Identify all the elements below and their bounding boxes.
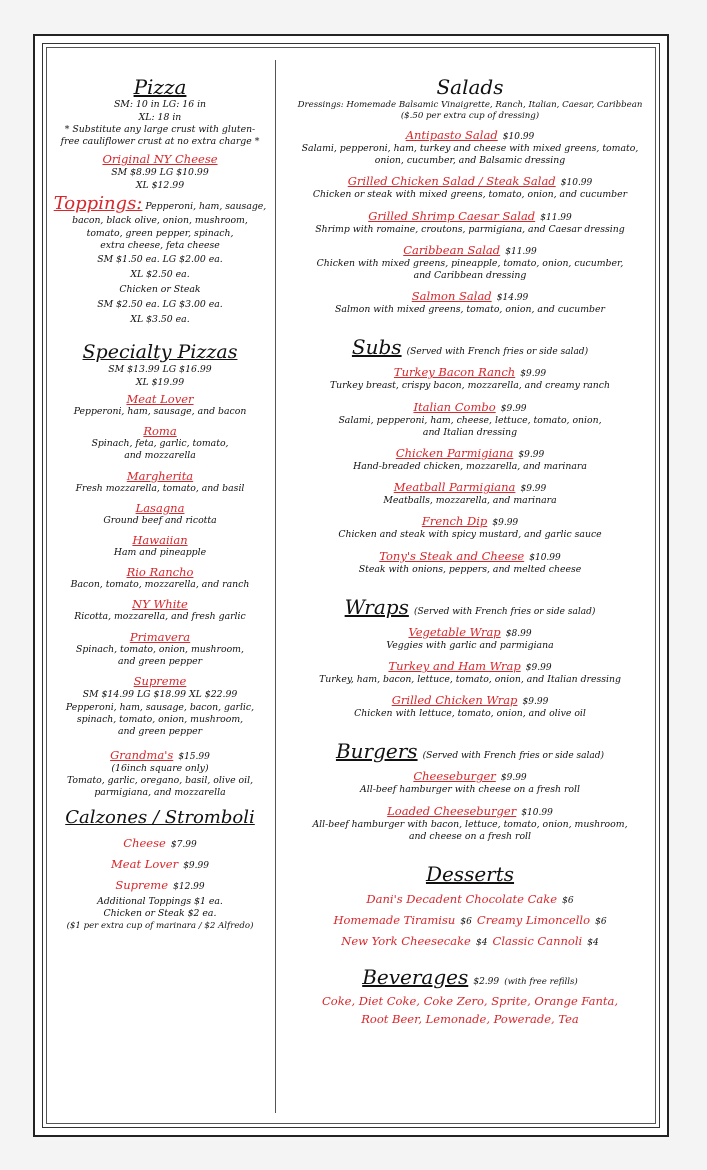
sub-desc: Chicken and steak with spicy mustard, and garlic sauce (338, 529, 602, 541)
specialty-item-name: Primavera (129, 629, 191, 644)
column-divider (275, 60, 276, 1113)
toppings-text: Pepperoni, ham, sausage, (142, 201, 267, 213)
specialty-item-name: Lasagna (135, 500, 185, 515)
calzone-note-2: Chicken or Steak $2 ea. (103, 908, 217, 920)
salad-desc: onion, cucumber, and Balsamic dressing (374, 155, 566, 167)
wrap-name: Turkey and Ham Wrap (388, 659, 521, 674)
calzone-name: Meat Lover (111, 857, 179, 872)
calzone-price: $7.99 (170, 840, 197, 851)
calzones-heading: Calzones / Stromboli (65, 807, 255, 829)
sub-price: $9.99 (500, 403, 527, 414)
sub-name: French Dip (421, 514, 488, 529)
grandma-price: $15.99 (178, 751, 210, 762)
pizza-sizes-1: SM: 10 in LG: 16 in (113, 99, 207, 110)
beverages-heading-line (283, 966, 657, 988)
burgers-heading-line (283, 740, 657, 762)
wrap-price: $8.99 (505, 628, 532, 639)
sub-item (283, 442, 657, 461)
grandma-line (49, 744, 271, 763)
burger-name: Loaded Cheeseburger (387, 803, 517, 818)
supreme-desc-1: Pepperoni, ham, sausage, bacon, garlic, (65, 702, 255, 714)
burger-desc: and cheese on a fresh roll (409, 830, 531, 842)
sub-price: $9.99 (520, 484, 547, 495)
toppings-line-4: extra cheese, feta cheese (100, 239, 220, 251)
sub-item (283, 361, 657, 380)
salad-price: $11.99 (540, 212, 572, 223)
salad-desc: Chicken with mixed greens, pineapple, tomato, onion, cucumber, (316, 257, 624, 269)
specialty-price-1: SM $13.99 LG $16.99 (108, 364, 212, 376)
sub-item (283, 396, 657, 415)
sub-desc: Meatballs, mozzarella, and marinara (383, 495, 557, 507)
wrap-desc: Veggies with garlic and parmigiana (386, 639, 554, 651)
menu-sheet (33, 34, 669, 1137)
wraps-heading-line (283, 596, 657, 618)
specialty-item-desc: and mozzarella (124, 450, 196, 462)
burger-item (283, 765, 657, 784)
dessert-name: New York Cheesecake (341, 934, 471, 949)
beverages-note: (with free refills) (504, 977, 578, 988)
salad-name: Antipasto Salad (405, 128, 498, 142)
desserts-heading: Desserts (425, 862, 515, 887)
salad-name: Caribbean Salad (403, 242, 501, 257)
burgers-heading: Burgers (335, 739, 418, 764)
specialty-item-name: Meat Lover (126, 392, 194, 407)
calzone-note-3: ($1 per extra cup of marinara / $2 Alfredo) (66, 920, 254, 931)
beverages-line-2: Root Beer, Lemonade, Powerade, Tea (361, 1012, 579, 1027)
calzone-note-1: Additional Toppings $1 ea. (97, 896, 223, 908)
chicken-price-1: SM $2.50 ea. LG $3.00 ea. (97, 299, 223, 311)
original-ny-cheese: Original NY Cheese (102, 152, 218, 167)
specialty-heading: Specialty Pizzas (82, 341, 238, 364)
sub-name: Chicken Parmigiana (395, 446, 514, 461)
calzone-name: Supreme (115, 878, 169, 893)
sub-name: Meatball Parmigiana (393, 480, 516, 495)
salad-item (283, 205, 657, 224)
dessert-name: Creamy Limoncello (476, 913, 591, 928)
burger-desc: All-beef hamburger with bacon, lettuce, tomato, onion, mushroom, (312, 818, 628, 830)
salad-item (283, 124, 657, 143)
grandma-desc-1: (16inch square only) (111, 762, 209, 774)
salad-name: Grilled Chicken Salad / Steak Salad (347, 174, 556, 189)
toppings-price-1: SM $1.50 ea. LG $2.00 ea. (97, 254, 223, 266)
burger-name: Cheeseburger (413, 769, 496, 784)
sub-name: Italian Combo (413, 399, 496, 414)
subs-heading: Subs (351, 335, 402, 360)
subs-subtitle: (Served with French fries or side salad) (406, 347, 589, 358)
dessert-line-3 (283, 931, 657, 952)
dessert-price: $6 (460, 917, 472, 928)
beverages-heading: Beverages (362, 965, 469, 990)
pizza-note-1: * Substitute any large crust with gluten- (64, 124, 256, 135)
sub-price: $9.99 (518, 450, 545, 461)
pizza-heading: Pizza (133, 75, 187, 99)
salad-desc: Shrimp with romaine, croutons, parmigiana, and Caesar dressing (315, 223, 625, 235)
calzone-price: $12.99 (173, 882, 205, 893)
wrap-name: Grilled Chicken Wrap (391, 693, 518, 708)
sub-item (283, 510, 657, 529)
specialty-item-desc: Ricotta, mozzarella, and fresh garlic (74, 611, 246, 623)
salad-desc: Salami, pepperoni, ham, turkey and cheese with mixed greens, tomato, (301, 143, 639, 154)
salad-price: $10.99 (502, 132, 535, 142)
dessert-name: Dani's Decadent Chocolate Cake (366, 892, 558, 907)
specialty-item-name: Roma (143, 424, 177, 439)
specialty-item-desc: Bacon, tomato, mozzarella, and ranch (70, 579, 250, 591)
sub-price: $9.99 (520, 369, 547, 380)
calzone-item (49, 875, 271, 896)
wrap-item (283, 689, 657, 708)
salad-item (283, 239, 657, 258)
specialty-item-desc: Fresh mozzarella, tomato, and basil (75, 482, 245, 494)
pizza-sizes-2: XL: 18 in (138, 112, 182, 123)
original-price-1: SM $8.99 LG $10.99 (111, 167, 209, 179)
supreme-desc-3: and green pepper (117, 726, 203, 738)
salad-price: $10.99 (560, 178, 593, 189)
toppings-price-2: XL $2.50 ea. (130, 269, 190, 281)
grandma-name: Grandma's (110, 747, 174, 762)
sub-name: Turkey Bacon Ranch (393, 365, 516, 380)
specialty-item-name: Rio Rancho (126, 565, 194, 580)
burger-price: $10.99 (521, 807, 553, 818)
dessert-name: Homemade Tiramisu (333, 913, 456, 928)
wrap-name: Vegetable Wrap (408, 624, 501, 639)
calzone-name: Cheese (123, 836, 166, 851)
chicken-steak-label: Chicken or Steak (119, 284, 201, 296)
right-column (283, 76, 657, 1028)
sub-item (283, 545, 657, 564)
supreme-price: SM $14.99 LG $18.99 XL $22.99 (82, 689, 238, 701)
sub-desc: Hand-breaded chicken, mozzarella, and marinara (353, 461, 587, 473)
specialty-item-desc: Ground beef and ricotta (103, 514, 217, 526)
salad-desc: and Caribbean dressing (413, 270, 527, 282)
toppings-line-2: bacon, black olive, onion, mushroom, (72, 215, 248, 227)
dressings-line-2: ($.50 per extra cup of dressing) (400, 111, 540, 121)
supreme-name: Supreme (133, 674, 187, 689)
supreme-desc-2: spinach, tomato, onion, mushroom, (76, 714, 244, 726)
grandma-desc-3: parmigiana, and mozzarella (94, 787, 226, 799)
wraps-heading: Wraps (344, 594, 409, 619)
specialty-item-name: NY White (132, 597, 188, 612)
specialty-item-desc: Spinach, tomato, onion, mushroom, (76, 643, 244, 655)
toppings-line-3: tomato, green pepper, spinach, (86, 227, 234, 239)
wrap-desc: Turkey, ham, bacon, lettuce, tomato, onion, and Italian dressing (319, 674, 621, 686)
sub-desc: Salami, pepperoni, ham, cheese, lettuce, tomato, onion, (338, 414, 602, 426)
specialty-item-desc: Spinach, feta, garlic, tomato, (91, 438, 229, 450)
specialty-item-desc: Pepperoni, ham, sausage, and bacon (73, 406, 247, 418)
dessert-line-2 (283, 910, 657, 931)
dessert-price: $6 (595, 917, 607, 928)
burger-item (283, 800, 657, 819)
chicken-price-2: XL $3.50 ea. (130, 314, 190, 326)
sub-price: $10.99 (529, 552, 561, 563)
specialty-item-name: Hawaiian (132, 533, 188, 548)
specialty-price-2: XL $19.99 (135, 377, 185, 389)
sub-item (283, 476, 657, 495)
wrap-price: $9.99 (525, 663, 552, 674)
dessert-name: Classic Cannoli (492, 934, 583, 949)
toppings-line-1 (49, 193, 271, 215)
salad-name: Grilled Shrimp Caesar Salad (368, 208, 536, 223)
sub-desc: Turkey breast, crispy bacon, mozzarella, and creamy ranch (329, 380, 610, 392)
subs-heading-line (283, 336, 657, 358)
salad-desc: Salmon with mixed greens, tomato, onion, and cucumber (335, 304, 605, 316)
grandma-desc-2: Tomato, garlic, oregano, basil, olive oil, (66, 774, 254, 786)
wrap-item (283, 655, 657, 674)
wraps-subtitle: (Served with French fries or side salad) (413, 606, 596, 617)
salads-heading: Salads (436, 75, 504, 99)
wrap-item (283, 621, 657, 640)
pizza-note-2: free cauliflower crust at no extra charge * (60, 136, 260, 148)
calzone-price: $9.99 (183, 861, 209, 872)
calzone-item (49, 854, 271, 875)
dessert-line-1 (283, 889, 657, 910)
specialty-item-name: Margherita (126, 468, 194, 483)
sub-desc: and Italian dressing (422, 426, 518, 438)
salad-desc: Chicken or steak with mixed greens, tomato, onion, and cucumber (312, 189, 628, 201)
sub-name: Tony's Steak and Cheese (379, 548, 525, 563)
burger-desc: All-beef hamburger with cheese on a fresh roll (360, 784, 580, 796)
sub-desc: Steak with onions, peppers, and melted cheese (358, 563, 582, 575)
calzone-item (49, 833, 271, 854)
dessert-price: $6 (562, 896, 574, 907)
sub-price: $9.99 (492, 518, 519, 529)
salad-price: $11.99 (505, 246, 537, 257)
specialty-item-desc: Ham and pineapple (113, 547, 207, 559)
toppings-heading: Toppings: (53, 193, 143, 215)
dressings-line-1: Dressings: Homemade Balsamic Vinaigrette, Ranch, Italian, Caesar, Caribbean (297, 100, 643, 110)
salad-name: Salmon Salad (411, 289, 492, 304)
left-column (49, 76, 271, 932)
burger-price: $9.99 (500, 773, 527, 784)
burgers-subtitle: (Served with French fries or side salad) (422, 751, 605, 762)
salad-item (283, 170, 657, 189)
specialty-item-desc: and green pepper (117, 655, 203, 667)
salad-price: $14.99 (496, 293, 529, 304)
dessert-price: $4 (587, 938, 599, 949)
original-price-2: XL $12.99 (135, 180, 185, 192)
wrap-desc: Chicken with lettuce, tomato, onion, and olive oil (354, 708, 586, 720)
dessert-price: $4 (475, 938, 488, 949)
beverages-line-1: Coke, Diet Coke, Coke Zero, Sprite, Orange Fanta, (321, 994, 619, 1009)
salad-item (283, 285, 657, 304)
wrap-price: $9.99 (522, 697, 549, 708)
beverages-price: $2.99 (473, 977, 500, 988)
